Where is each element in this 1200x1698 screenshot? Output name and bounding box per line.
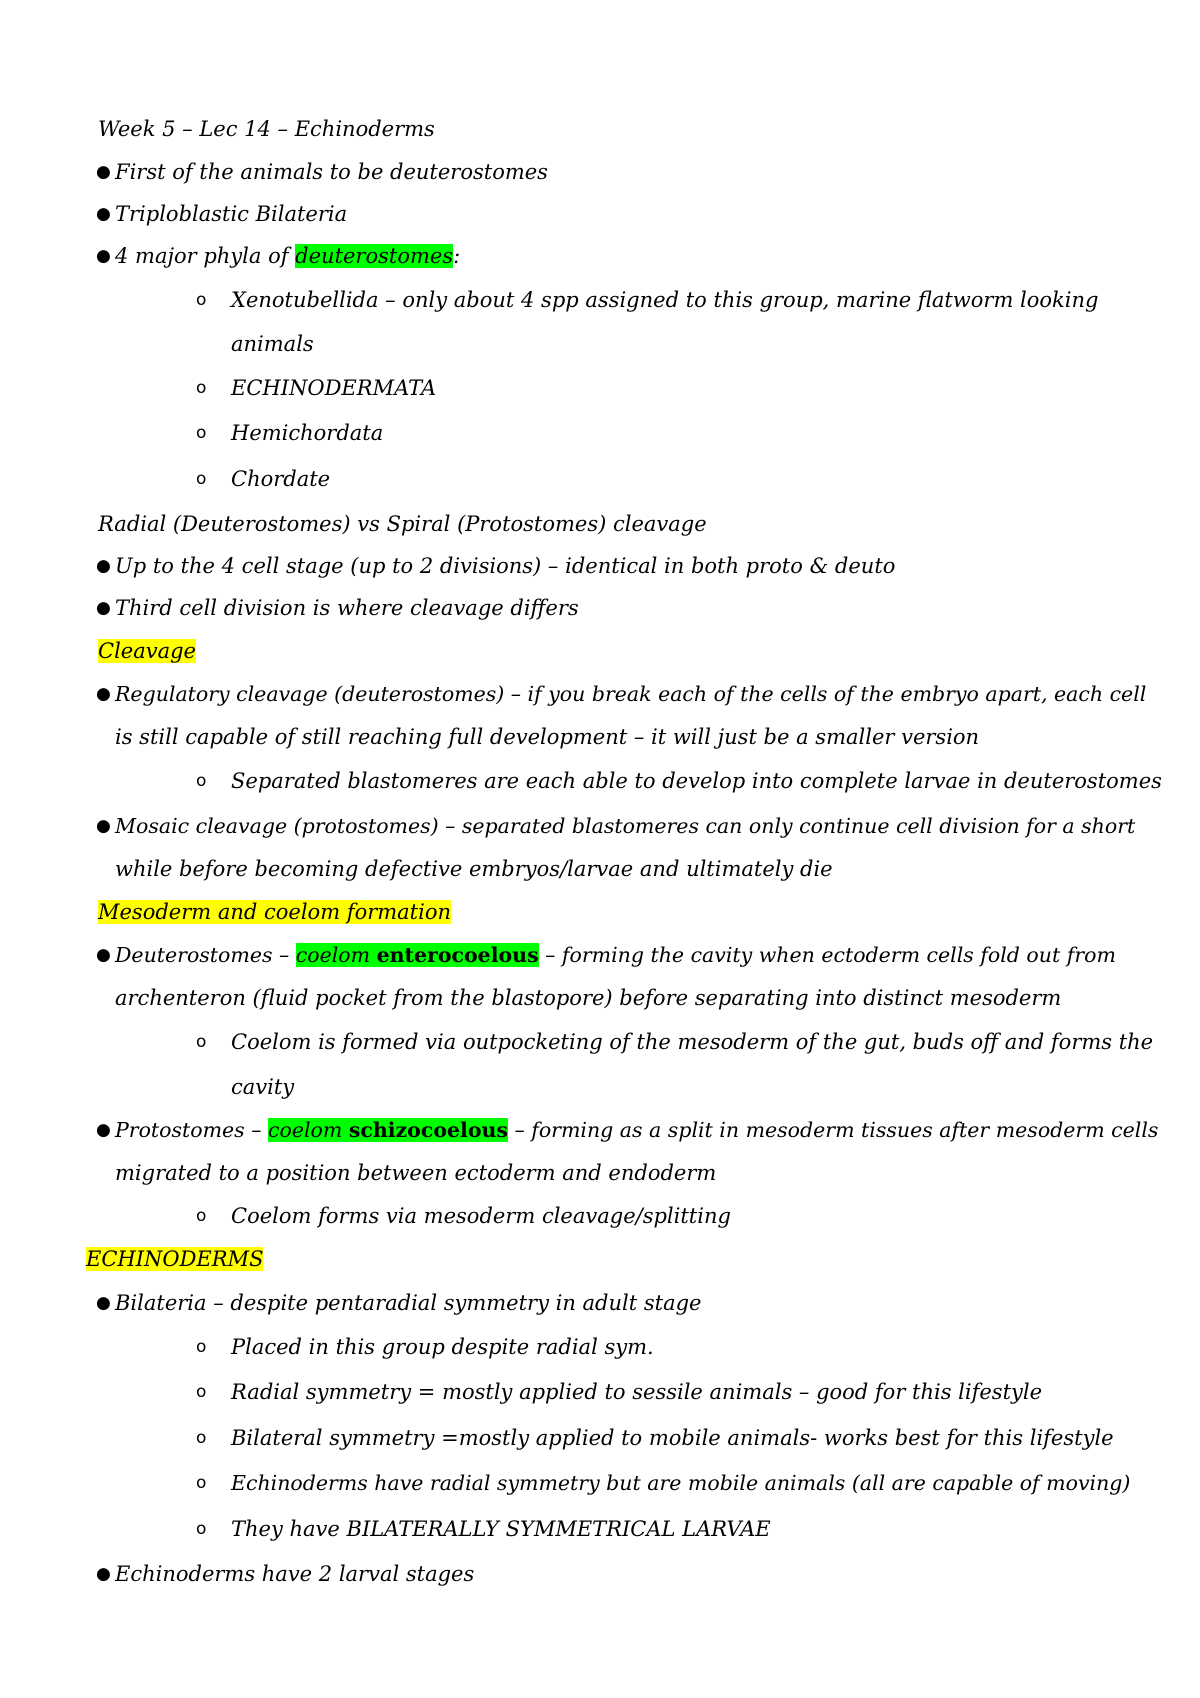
list-item: Up to the 4 cell stage (up to 2 divisions) – identical in both proto & deuto [115, 554, 896, 578]
sub-bullet-icon: o [196, 1428, 207, 1448]
sub-list-item: Chordate [231, 467, 331, 491]
sub-bullet-icon: o [196, 290, 207, 310]
sub-list-item: Coelom forms via mesoderm cleavage/splitting [231, 1204, 731, 1228]
list-item: Bilateria – despite pentaradial symmetry in adult stage [115, 1291, 702, 1315]
sub-list-item: Coelom is formed via outpocketing of the mesoderm of the gut, buds off and forms the [231, 1030, 1154, 1054]
proto-prefix: Protostomes – [115, 1118, 268, 1142]
sub-bullet-icon: o [196, 1519, 207, 1539]
sub-list-item: ECHINODERMATA [231, 376, 437, 400]
proto-suffix: – forming as a split in mesoderm tissues after mesoderm cells [507, 1118, 1159, 1142]
section-heading-mesoderm [98, 897, 451, 927]
deutero-suffix: – forming the cavity when ectoderm cells fold out from [538, 943, 1116, 967]
list-item: Echinoderms have 2 larval stages [115, 1562, 475, 1586]
bullet-icon: ● [96, 1120, 111, 1140]
bullet-icon: ● [96, 816, 111, 836]
bullet-icon: ● [96, 204, 111, 224]
sub-bullet-icon: o [196, 378, 207, 398]
sub-list-item: Echinoderms have radial symmetry but are mobile animals (all are capable of moving) [231, 1471, 1131, 1495]
phyla-prefix: 4 major phyla of [115, 244, 296, 268]
bullet-icon: ● [96, 556, 111, 576]
list-item-continued: archenteron (fluid pocket from the blastopore) before separating into distinct mesoderm [115, 986, 1062, 1010]
sub-list-item: Xenotubellida – only about 4 spp assigned to this group, marine flatworm looking [231, 288, 1099, 312]
sub-bullet-icon: o [196, 1206, 207, 1226]
bullet-icon: ● [96, 598, 111, 618]
document-title: Week 5 – Lec 14 – Echinoderms [98, 117, 435, 141]
sub-list-item: Placed in this group despite radial sym. [231, 1335, 654, 1359]
list-item-deuterostomes [115, 940, 1116, 970]
list-item: Triploblastic Bilateria [115, 202, 348, 226]
sub-bullet-icon: o [196, 771, 207, 791]
sub-list-item-continued: animals [231, 332, 314, 356]
highlight-deuterostomes: deuterostomes [295, 244, 454, 268]
deutero-prefix: Deuterostomes – [115, 943, 296, 967]
bullet-icon: ● [96, 1293, 111, 1313]
sub-bullet-icon: o [196, 1032, 207, 1052]
list-item-phyla [115, 241, 460, 271]
highlight-enterocoelous [296, 943, 539, 967]
sub-bullet-icon: o [196, 1382, 207, 1402]
highlight-cleavage: Cleavage [98, 639, 196, 663]
bullet-icon: ● [96, 162, 111, 182]
list-item: Mosaic cleavage (protostomes) – separated blastomeres can only continue cell division for a short [115, 814, 1136, 838]
bullet-icon: ● [96, 684, 111, 704]
highlight-mesoderm: Mesoderm and coelom formation [98, 900, 452, 924]
highlight-coelom: coelom [268, 1118, 349, 1142]
list-item: Regulatory cleavage (deuterostomes) – if you break each of the cells of the embryo apart, each cell [115, 682, 1147, 706]
list-item-continued: migrated to a position between ectoderm and endoderm [115, 1161, 717, 1185]
highlight-echinoderms: ECHINODERMS [86, 1247, 264, 1271]
sub-list-item: They have BILATERALLY SYMMETRICAL LARVAE [231, 1517, 771, 1541]
sub-list-item: Bilateral symmetry =mostly applied to mobile animals- works best for this lifestyle [231, 1426, 1114, 1450]
sub-bullet-icon: o [196, 1337, 207, 1357]
list-item: First of the animals to be deuterostomes [115, 160, 548, 184]
bullet-icon: ● [96, 945, 111, 965]
phyla-suffix: : [453, 244, 461, 268]
sub-list-item-continued: cavity [231, 1075, 295, 1099]
sub-list-item: Radial symmetry = mostly applied to sessile animals – good for this lifestyle [231, 1380, 1043, 1404]
term-enterocoelous: enterocoelous [376, 943, 539, 967]
term-schizocoelous: schizocoelous [348, 1118, 508, 1142]
list-item: Third cell division is where cleavage differs [115, 596, 579, 620]
sub-bullet-icon: o [196, 1473, 207, 1493]
section-heading-echinoderms [86, 1244, 263, 1274]
list-item-continued: is still capable of still reaching full development – it will just be a smaller version [115, 725, 980, 749]
list-item-continued: while before becoming defective embryos/larvae and ultimately die [115, 857, 833, 881]
sub-list-item: Hemichordata [231, 421, 384, 445]
list-item-protostomes [115, 1115, 1158, 1145]
sub-bullet-icon: o [196, 469, 207, 489]
section-heading-cleavage [98, 636, 196, 666]
sub-bullet-icon: o [196, 423, 207, 443]
bullet-icon: ● [96, 1564, 111, 1584]
highlight-schizocoelous [268, 1118, 508, 1142]
highlight-coelom: coelom [295, 943, 377, 967]
sub-list-item: Separated blastomeres are each able to develop into complete larvae in deuterostomes [231, 769, 1162, 793]
bullet-icon: ● [96, 246, 111, 266]
section-heading: Radial (Deuterostomes) vs Spiral (Protostomes) cleavage [98, 512, 707, 536]
